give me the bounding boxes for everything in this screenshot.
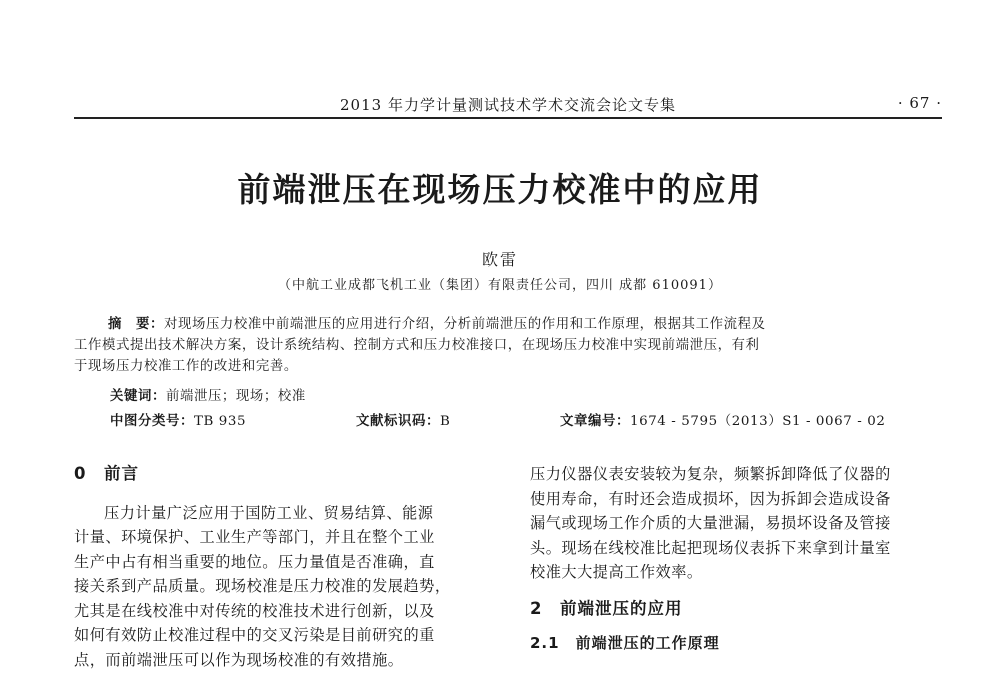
keywords xyxy=(110,385,306,404)
document-code-value: B xyxy=(439,414,451,429)
author: 欧雷 xyxy=(481,250,518,269)
section-heading-application: 2 前端泄压的应用 xyxy=(530,598,683,618)
abstract-label: 摘 要： xyxy=(108,317,164,332)
body-line: 生产中占有相当重要的地位。压力量值是否准确，直 xyxy=(74,552,435,571)
abstract-line: 工作模式提出技术解决方案，设计系统结构、控制方式和压力校准接口，在现场压力校准中实现前端泄压，有利 xyxy=(74,338,760,353)
body-line: 漏气或现场工作介质的大量泄漏，易损坏设备及管接 xyxy=(530,514,891,532)
classification-number xyxy=(110,410,246,429)
section-heading-introduction: 0 前言 xyxy=(74,464,139,483)
affiliation: （中航工业成都飞机工业（集团）有限责任公司，四川 成都 610091） xyxy=(278,278,722,293)
body-line: 如何有效防止校准过程中的交叉污染是目前研究的重 xyxy=(74,626,435,644)
article-number-value: 1674 - 5795（2013）S1 - 0067 - 02 xyxy=(629,414,886,429)
body-line: 使用寿命，有时还会造成损坏，因为拆卸会造成设备 xyxy=(530,489,891,508)
right-column xyxy=(530,462,942,656)
subsection-heading-principle: 2.1 前端泄压的工作原理 xyxy=(530,634,720,652)
keywords-label: 关键词： xyxy=(110,389,166,404)
article-number xyxy=(560,410,886,429)
paper-title: 前端泄压在现场压力校准中的应用 xyxy=(237,170,763,209)
document-code-label: 文献标识码： xyxy=(356,414,440,429)
left-column xyxy=(74,462,494,672)
header-rule xyxy=(74,117,942,119)
body-line: 尤其是在线校准中对传统的校准技术进行创新，以及 xyxy=(74,601,435,620)
page-number: · 67 · xyxy=(897,94,942,112)
abstract xyxy=(74,314,942,377)
abstract-line xyxy=(74,314,942,335)
body-line: 接关系到产品质量。现场校准是压力校准的发展趋势， xyxy=(74,577,451,595)
running-title: 2013 年力学计量测试技术学术交流会论文专集 xyxy=(340,96,676,114)
keywords-text: 前端泄压；现场；校准 xyxy=(165,389,306,404)
article-number-label: 文章编号： xyxy=(560,414,630,429)
classification-value: TB 935 xyxy=(193,414,247,429)
running-header xyxy=(74,94,942,116)
body-line: 校准大大提高工作效率。 xyxy=(530,563,703,581)
body-line: 压力仪器仪表安装较为复杂，频繁拆卸降低了仪器的 xyxy=(530,465,891,483)
body-line: 点，而前端泄压可以作为现场校准的有效措施。 xyxy=(74,650,404,669)
document-code xyxy=(356,410,450,429)
classification-label: 中图分类号： xyxy=(110,414,194,429)
body-line: 头。现场在线校准比起把现场仪表拆下来拿到计量室 xyxy=(530,538,891,557)
body-line: 计量、环境保护、工业生产等部门，并且在整个工业 xyxy=(74,528,435,546)
body-line: 压力计量广泛应用于国防工业、贸易结算、能源 xyxy=(104,503,434,522)
abstract-text: 对现场压力校准中前端泄压的应用进行介绍，分析前端泄压的作用和工作原理，根据其工作流程及 xyxy=(163,317,766,332)
abstract-line: 于现场压力校准工作的改进和完善。 xyxy=(74,359,298,374)
